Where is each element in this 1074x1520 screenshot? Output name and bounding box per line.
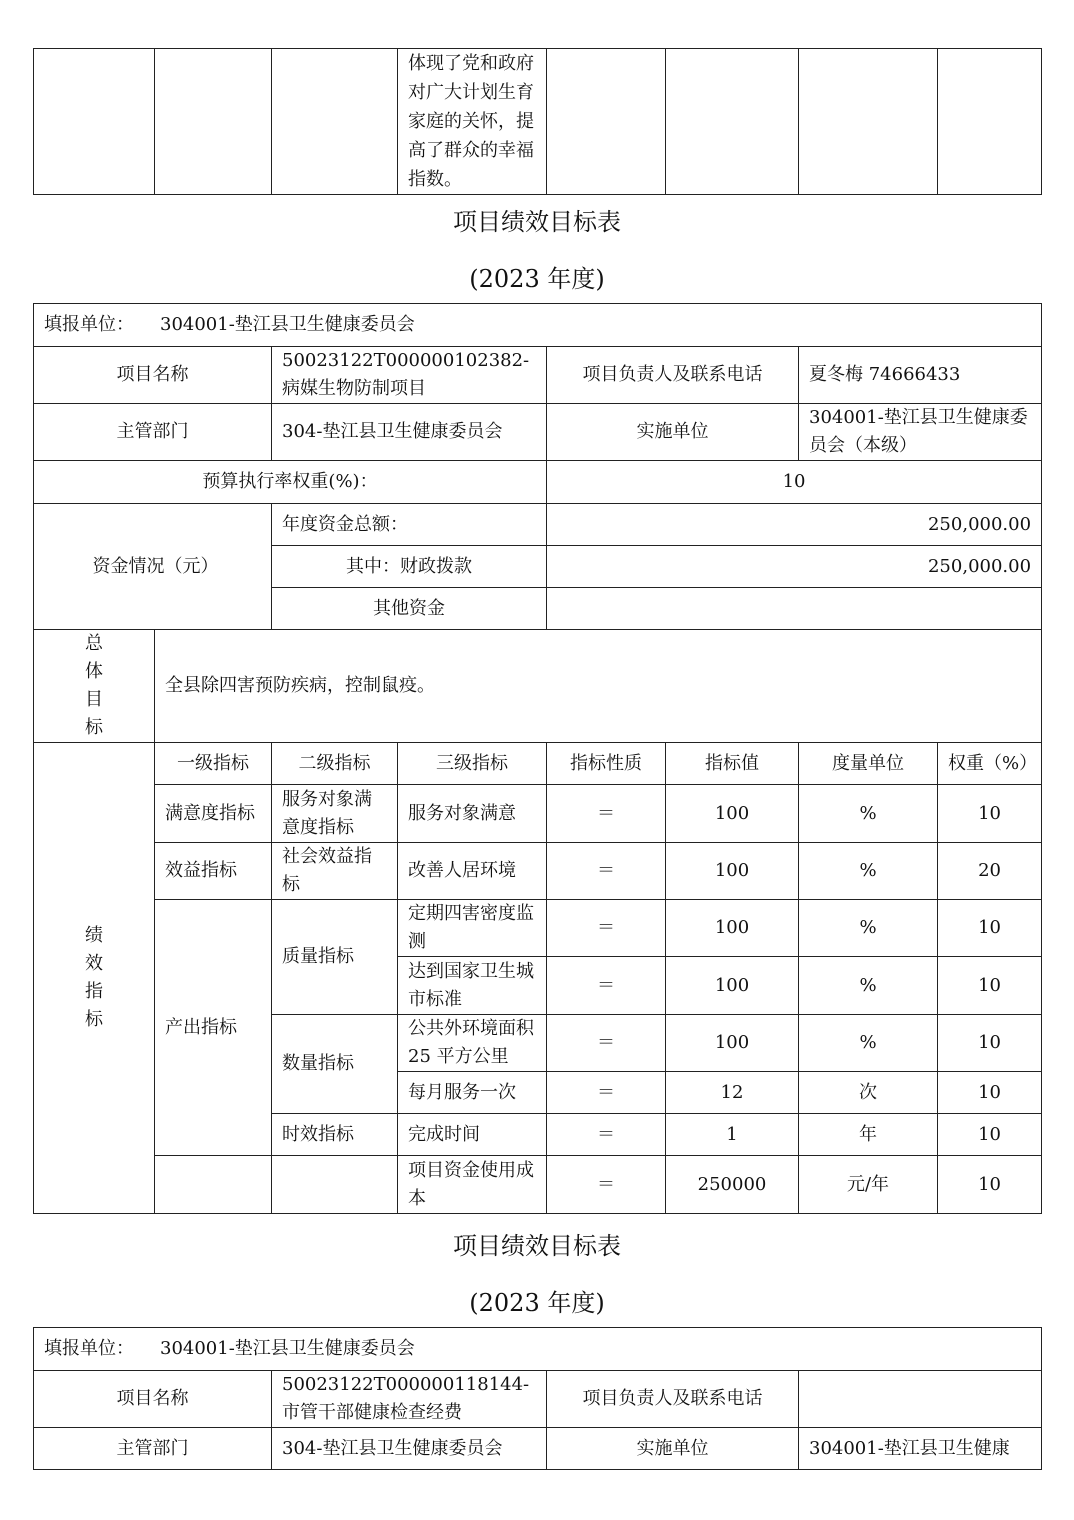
form2-dept: 304-垫江县卫生健康委员会 bbox=[272, 1428, 547, 1470]
form1-funds-label: 资金情况（元） bbox=[34, 504, 272, 630]
form1-budget-weight: 10 bbox=[547, 461, 1042, 504]
form2-year: (2023 年度) bbox=[469, 1289, 605, 1317]
level1-cell: 效益指标 bbox=[155, 843, 272, 900]
form1-project-name-label: 项目名称 bbox=[34, 347, 272, 404]
weight-cell: 10 bbox=[938, 1114, 1042, 1156]
weight-cell: 10 bbox=[938, 785, 1042, 843]
level2-cell bbox=[272, 1156, 398, 1214]
form2-project-name: 50023122T000000118144-市管干部健康检查经费 bbox=[272, 1371, 547, 1428]
carry-cell-1 bbox=[34, 49, 155, 195]
level3-cell: 项目资金使用成本 bbox=[398, 1156, 547, 1214]
nature-cell: ＝ bbox=[547, 900, 666, 957]
value-cell: 1 bbox=[666, 1114, 799, 1156]
form1-perf-label: 绩效指标 bbox=[34, 743, 155, 1214]
form1-funds-fiscal: 250,000.00 bbox=[547, 546, 1042, 588]
form2-contact-label: 项目负责人及联系电话 bbox=[547, 1371, 799, 1428]
header-level1: 一级指标 bbox=[155, 743, 272, 785]
weight-cell: 10 bbox=[938, 900, 1042, 957]
form2-impl-label: 实施单位 bbox=[547, 1428, 799, 1470]
level2-cell: 数量指标 bbox=[272, 1015, 398, 1114]
carry-effect-text: 体现了党和政府对广大计划生育家庭的关怀，提高了群众的幸福指数。 bbox=[398, 49, 547, 195]
table-row bbox=[34, 843, 1042, 900]
unit-cell: % bbox=[799, 1015, 938, 1072]
form1-goal-label: 总体目标 bbox=[34, 630, 155, 743]
form2-project-name-label: 项目名称 bbox=[34, 1371, 272, 1428]
nature-cell: ＝ bbox=[547, 1156, 666, 1214]
form1-funds-fiscal-label: 其中：财政拨款 bbox=[272, 546, 547, 588]
table-row bbox=[34, 785, 1042, 843]
form2-title: 项目绩效目标表 bbox=[453, 1232, 621, 1260]
value-cell: 100 bbox=[666, 957, 799, 1015]
level1-cell: 满意度指标 bbox=[155, 785, 272, 843]
level3-cell: 改善人居环境 bbox=[398, 843, 547, 900]
form1-year: (2023 年度) bbox=[469, 265, 605, 293]
weight-cell: 10 bbox=[938, 1156, 1042, 1214]
form1-reporting-unit: 304001-垫江县卫生健康委员会 bbox=[160, 314, 415, 335]
level3-cell: 每月服务一次 bbox=[398, 1072, 547, 1114]
form2-contact bbox=[799, 1371, 1042, 1428]
header-nature: 指标性质 bbox=[547, 743, 666, 785]
unit-cell: % bbox=[799, 900, 938, 957]
form1-dept: 304-垫江县卫生健康委员会 bbox=[272, 404, 547, 461]
table-row bbox=[34, 900, 1042, 957]
unit-cell: % bbox=[799, 843, 938, 900]
level3-cell: 服务对象满意 bbox=[398, 785, 547, 843]
carry-cell-8 bbox=[938, 49, 1042, 195]
value-cell: 100 bbox=[666, 1015, 799, 1072]
form2-table bbox=[33, 1327, 1042, 1470]
level1-cell: 产出指标 bbox=[155, 900, 272, 1156]
value-cell: 100 bbox=[666, 843, 799, 900]
table-row bbox=[34, 1156, 1042, 1214]
nature-cell: ＝ bbox=[547, 1114, 666, 1156]
unit-cell: 年 bbox=[799, 1114, 938, 1156]
form2-reporting-unit-label: 填报单位： bbox=[44, 1338, 134, 1359]
form1-project-name: 50023122T000000102382-病媒生物防制项目 bbox=[272, 347, 547, 404]
carry-cell-3 bbox=[272, 49, 398, 195]
nature-cell: ＝ bbox=[547, 843, 666, 900]
carry-cell-5 bbox=[547, 49, 666, 195]
form1-contact-label: 项目负责人及联系电话 bbox=[547, 347, 799, 404]
form2-reporting-unit-row bbox=[34, 1328, 1042, 1371]
value-cell: 100 bbox=[666, 900, 799, 957]
weight-cell: 10 bbox=[938, 1072, 1042, 1114]
form1-funds-total-label: 年度资金总额： bbox=[272, 504, 547, 546]
form2-dept-label: 主管部门 bbox=[34, 1428, 272, 1470]
weight-cell: 10 bbox=[938, 1015, 1042, 1072]
unit-cell: 次 bbox=[799, 1072, 938, 1114]
weight-cell: 10 bbox=[938, 957, 1042, 1015]
form1-reporting-unit-row bbox=[34, 304, 1042, 347]
form1-budget-weight-label: 预算执行率权重(%)： bbox=[34, 461, 547, 504]
level2-cell: 服务对象满意度指标 bbox=[272, 785, 398, 843]
form1-goal: 全县除四害预防疾病，控制鼠疫。 bbox=[155, 630, 1042, 743]
level3-cell: 完成时间 bbox=[398, 1114, 547, 1156]
form1-impl-label: 实施单位 bbox=[547, 404, 799, 461]
carry-cell-7 bbox=[799, 49, 938, 195]
carry-over-table bbox=[33, 48, 1042, 195]
value-cell: 12 bbox=[666, 1072, 799, 1114]
level3-cell: 公共外环境面积 25 平方公里 bbox=[398, 1015, 547, 1072]
level1-cell bbox=[155, 1156, 272, 1214]
level3-cell: 定期四害密度监测 bbox=[398, 900, 547, 957]
form1-funds-total: 250,000.00 bbox=[547, 504, 1042, 546]
level2-cell: 社会效益指标 bbox=[272, 843, 398, 900]
form1-reporting-unit-label: 填报单位： bbox=[44, 314, 134, 335]
form1-impl: 304001-垫江县卫生健康委员会（本级） bbox=[799, 404, 1042, 461]
header-unit: 度量单位 bbox=[799, 743, 938, 785]
nature-cell: ＝ bbox=[547, 785, 666, 843]
form1-contact: 夏冬梅 74666433 bbox=[799, 347, 1042, 404]
nature-cell: ＝ bbox=[547, 957, 666, 1015]
weight-cell: 20 bbox=[938, 843, 1042, 900]
carry-cell-6 bbox=[666, 49, 799, 195]
unit-cell: 元/年 bbox=[799, 1156, 938, 1214]
value-cell: 250000 bbox=[666, 1156, 799, 1214]
form1-funds-other-label: 其他资金 bbox=[272, 588, 547, 630]
level3-cell: 达到国家卫生城市标准 bbox=[398, 957, 547, 1015]
form1-funds-other bbox=[547, 588, 1042, 630]
carry-cell-2 bbox=[155, 49, 272, 195]
level2-cell: 时效指标 bbox=[272, 1114, 398, 1156]
unit-cell: % bbox=[799, 785, 938, 843]
value-cell: 100 bbox=[666, 785, 799, 843]
nature-cell: ＝ bbox=[547, 1072, 666, 1114]
header-weight: 权重（%） bbox=[938, 743, 1042, 785]
form2-impl: 304001-垫江县卫生健康 bbox=[799, 1428, 1042, 1470]
form1-title: 项目绩效目标表 bbox=[453, 208, 621, 236]
header-level2: 二级指标 bbox=[272, 743, 398, 785]
header-value: 指标值 bbox=[666, 743, 799, 785]
form1-table bbox=[33, 303, 1042, 1214]
unit-cell: % bbox=[799, 957, 938, 1015]
level2-cell: 质量指标 bbox=[272, 900, 398, 1015]
nature-cell: ＝ bbox=[547, 1015, 666, 1072]
header-level3: 三级指标 bbox=[398, 743, 547, 785]
form2-reporting-unit: 304001-垫江县卫生健康委员会 bbox=[160, 1338, 415, 1359]
form1-dept-label: 主管部门 bbox=[34, 404, 272, 461]
